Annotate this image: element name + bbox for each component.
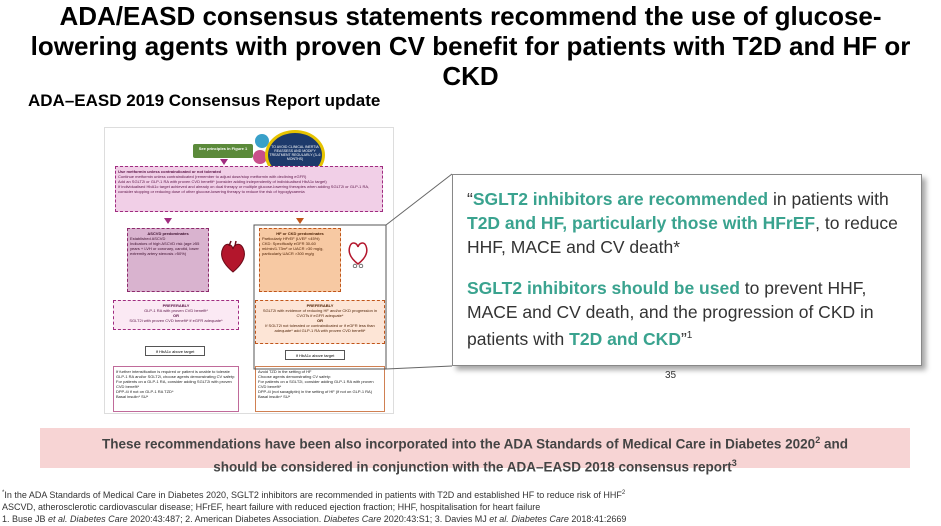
hf-title: HF or CKD predominates — [276, 231, 324, 236]
ascvd-box — [127, 228, 209, 292]
bottom-right-line: Choose agents demonstrating CV safety: — [258, 374, 331, 379]
ascvd-title: ASCVD predominates — [147, 231, 189, 236]
bottom-right-line: Avoid TZD in the setting of HF — [258, 369, 312, 374]
footnote-text: In the ADA Standards of Medical Care in Diabetes 2020, SGLT2 inhibitors are recommended in patients with T2D and established HF to reduce risk of HHF — [4, 490, 622, 500]
pref-right-line: SGLT2i with evidence of reducing HF and/or CKD progression in CVOTs if eGFR adequate* — [262, 308, 378, 318]
bottom-left-line: For patients on a GLP-1 RA, consider adding SGLT2i with proven CVD benefit* — [116, 379, 232, 389]
metformin-box — [115, 166, 383, 212]
consensus-flowchart — [104, 127, 394, 414]
quote-highlight: T2D and CKD — [569, 328, 681, 349]
intensification-box-right — [255, 366, 385, 412]
metformin-line: Add an SGLT2i or GLP-1 RA with proven CVD benefit* (consider adding independently of individualised HbA1c target) — [118, 179, 327, 184]
quote-box — [452, 174, 922, 366]
title-line-1: ADA/EASD consensus statements recommend the use of glucose- — [59, 1, 882, 31]
ascvd-line: Indicators of high ASCVD risk (age ≥55 years + LVH or coronary, carotid, lower extremity artery stenosis >50%) — [130, 241, 200, 256]
quote-highlight: SGLT2 inhibitors should be used — [467, 278, 740, 298]
quote-paragraph-1 — [467, 187, 907, 259]
hba1c-target-left: If HbA1c above target — [145, 346, 205, 356]
hf-line: Particularly HFrEF (LVEF <45%) — [262, 236, 320, 241]
clinical-inertia-badge: TO AVOID CLINICAL INERTIA REASSESS AND MODIFY TREATMENT REGULARLY (3–6 MONTHS) — [265, 130, 325, 180]
quote-paragraph-2 — [467, 276, 907, 351]
metformin-line: If individualised HbA1c target achieved and already on dual therapy or multiple glucose-lowering therapies when adding SGLT2i or GLP-1 RA, consider stopping or reducing dose of other glucose-lowering therapy to reduce the risk of hypoglycaemia — [118, 184, 370, 194]
footnote-1 — [2, 487, 938, 501]
footnote-references — [2, 513, 938, 525]
ref-text: 2020:43:487; 2. American Diabetes Association. — [127, 514, 324, 524]
slide-subtitle: ADA–EASD 2019 Consensus Report update — [28, 91, 381, 110]
pref-right-line: If SGLT2i not tolerated or contraindicated or if eGFR less than adequate* add GLP-1 RA with proven CVD benefit* — [265, 323, 375, 333]
open-quote: “ — [467, 189, 473, 209]
hf-ckd-box — [259, 228, 341, 292]
hf-line: CKD: Specifically eGFR 30-60 ml/min/1.73m² or UACR >30 mg/g, particularly UACR >300 mg/g — [262, 241, 324, 256]
banner-text: These recommendations have been also incorporated into the ADA Standards of Medical Care in Diabetes 2020 — [102, 436, 816, 452]
ref-journal: Diabetes Care — [67, 514, 128, 524]
quote-reference: 1 — [686, 330, 693, 341]
ref-journal: Diabetes Care — [323, 514, 382, 524]
ref-etal: et al. — [489, 514, 509, 524]
callout-line-top — [386, 174, 452, 225]
banner-ref: 3 — [731, 457, 737, 468]
quote-highlight: SGLT2 inhibitors are recommended — [472, 189, 769, 209]
hba1c-target-right: If HbA1c above target — [285, 350, 345, 360]
pref-left-heading: PREFERABLY — [162, 303, 190, 308]
footnotes — [2, 487, 938, 525]
quote-text: to prevent HHF, MACE and CV death, and the progression of CKD in patients with — [467, 278, 874, 349]
pref-right-heading: PREFERABLY — [306, 303, 334, 308]
intensification-box-left — [113, 366, 239, 412]
ascvd-line: Established ASCVD — [130, 236, 166, 241]
ref-text: 1. Buse JB — [2, 514, 49, 524]
arrow-down-icon — [220, 159, 228, 165]
ref-etal: et al. — [48, 514, 68, 524]
heart-icon — [219, 240, 247, 274]
ref-text: 2018:41:2669 — [568, 514, 627, 524]
banner-line-1 — [40, 431, 910, 454]
footnote-star: * — [2, 490, 5, 496]
quote-text: , to reduce HHF, MACE and CV death* — [467, 213, 898, 257]
preferably-glp1-box — [113, 300, 239, 330]
bottom-left-line: DPP-4i if not on GLP-1 RA TZD* — [116, 389, 174, 394]
arrow-down-icon — [296, 218, 304, 224]
pref-left-line: SGLT2i with proven CVD benefit* if eGFR adequate* — [129, 318, 223, 323]
banner-ref: 2 — [815, 435, 821, 445]
banner-text: and — [820, 436, 848, 452]
heart-kidney-icon — [347, 240, 369, 268]
preferably-sglt2-box — [255, 300, 385, 344]
arrow-down-icon — [164, 218, 172, 224]
bottom-right-line: Basal insulin* SU* — [258, 394, 291, 399]
metformin-title: Use metformin unless contraindicated or not tolerated — [118, 169, 222, 174]
pref-right-or: OR — [317, 318, 323, 323]
close-quote: ” — [680, 328, 687, 349]
bottom-right-line: DPP-4i (not saxagliptin) in the setting of HF (if not on GLP-1 RA) — [258, 389, 373, 394]
figure-principles-box: See principles in Figure 1 — [193, 144, 253, 158]
bottom-left-line: Basal insulin* SU* — [116, 394, 149, 399]
banner-text: should be considered in conjunction with the ADA–EASD 2018 consensus report — [213, 459, 732, 474]
recommendation-banner — [40, 428, 910, 474]
metformin-line: Continue metformin unless contraindicated (remember to adjust dose/stop metformin with declining eGFR) — [118, 174, 307, 179]
title-line-3: CKD — [442, 61, 499, 91]
title-line-2: lowering agents with proven CV benefit for patients with T2D and HF or — [30, 31, 911, 61]
slide-title — [0, 1, 941, 91]
ref-journal: Diabetes Care — [508, 514, 569, 524]
bottom-left-line: If further intensification is required or patient is unable to tolerate GLP-1 RA and/or SGLT2i, choose agents demonstrating CV safety: — [116, 369, 236, 379]
quote-highlight: T2D and HF, particularly those with HFrEF — [467, 213, 816, 233]
pref-left-line: GLP-1 RA with proven CVD benefit* — [144, 308, 208, 313]
footnote-abbreviations: ASCVD, atherosclerotic cardiovascular disease; HFrEF, heart failure with reduced ejection fraction; HHF, hospitalisation for heart failure — [2, 502, 541, 512]
callout-line-bottom — [386, 366, 452, 369]
banner-line-2 — [40, 454, 910, 477]
page-number: 35 — [665, 370, 677, 381]
ref-text: 2020:43:S1; 3. Davies MJ — [381, 514, 490, 524]
bottom-right-line: For patients on a SGLT2i, consider adding GLP-1 RA with proven CVD benefit* — [258, 379, 374, 389]
footnote-ref: 2 — [621, 490, 626, 496]
quote-text: in patients with — [768, 189, 889, 209]
pref-left-or: OR — [173, 313, 179, 318]
